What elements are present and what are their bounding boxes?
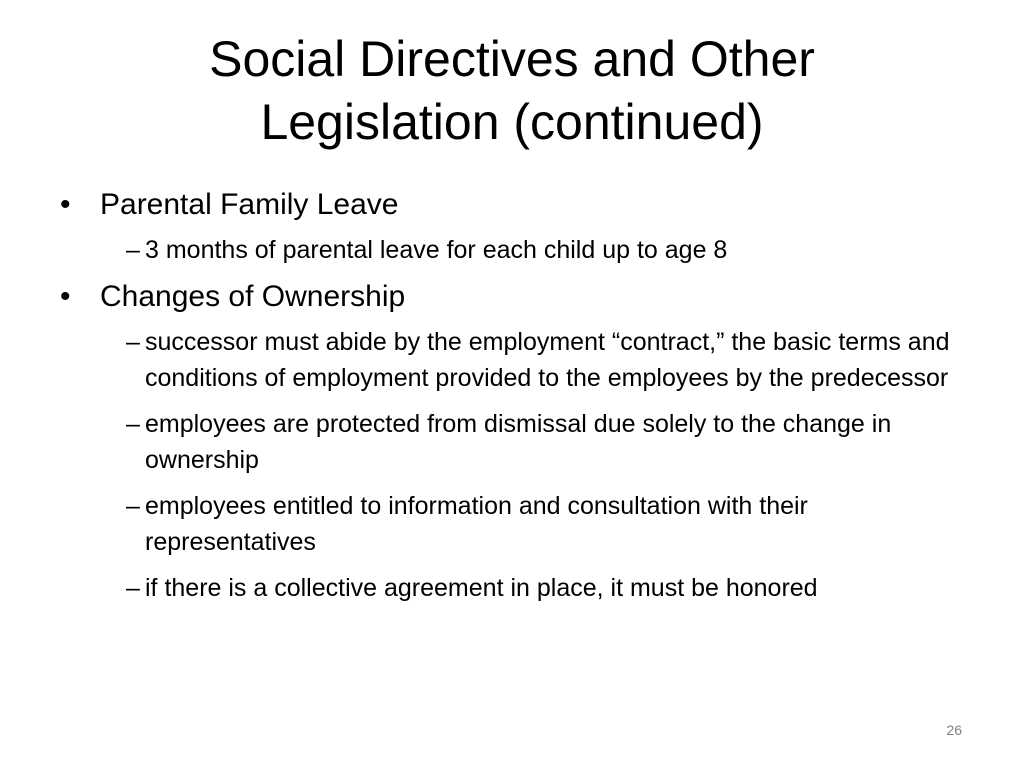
bullet-changes-of-ownership — [60, 278, 970, 316]
sub-bullet-text: employees are protected from dismissal due solely to the change in ownership — [145, 410, 892, 474]
dash-marker: – — [126, 492, 140, 520]
sub-bullet-text: successor must abide by the employment “contract,” the basic terms and conditions of employment provided to the employees by the predecessor — [145, 328, 950, 392]
sub-bullet-text: employees entitled to information and consultation with their representatives — [145, 492, 808, 556]
title-line-2: Legislation (continued) — [260, 94, 764, 150]
slide-number: 26 — [946, 722, 962, 738]
dash-marker: – — [126, 574, 140, 602]
bullet-parental-family-leave — [60, 186, 970, 224]
sub-bullet-parental-leave-duration — [100, 232, 970, 268]
sub-bullet-successor-obligations — [100, 324, 970, 396]
sub-bullet-information-consultation — [100, 488, 970, 560]
bullet-marker: • — [60, 188, 71, 221]
sub-bullet-text: if there is a collective agreement in place, it must be honored — [145, 574, 818, 602]
dash-marker: – — [126, 328, 140, 356]
sub-bullet-collective-agreement — [100, 570, 970, 606]
bullet-text: Parental Family Leave — [100, 188, 399, 221]
bullet-marker: • — [60, 280, 71, 313]
sub-bullet-text: 3 months of parental leave for each child up to age 8 — [145, 236, 728, 264]
title-line-1: Social Directives and Other — [209, 31, 815, 87]
sub-bullet-dismissal-protection — [100, 406, 970, 478]
bullet-text: Changes of Ownership — [100, 280, 406, 313]
dash-marker: – — [126, 410, 140, 438]
slide-title — [80, 28, 944, 154]
dash-marker: – — [126, 236, 140, 264]
slide-content — [60, 186, 970, 616]
